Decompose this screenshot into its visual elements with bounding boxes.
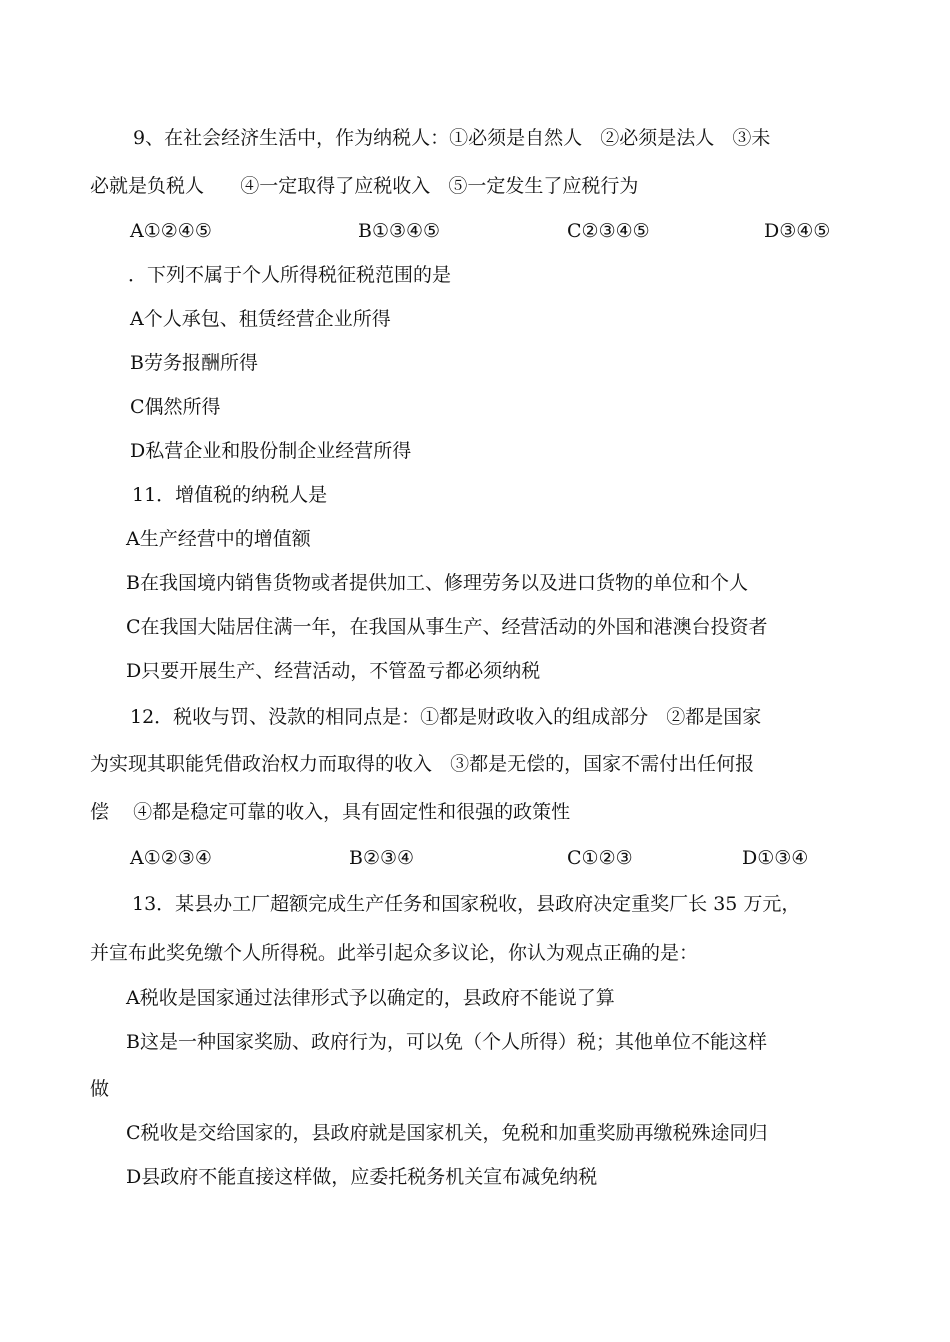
q12-option-d: D①③④ <box>742 847 809 869</box>
q9-option-d: D③④⑤ <box>764 220 831 242</box>
q10-stem: ．下列不属于个人所得税征税范围的是 <box>128 264 452 286</box>
q12-stem-line-3: 偿 ④都是稳定可靠的收入，具有固定性和很强的政策性 <box>90 801 571 823</box>
q12-stem-line-1: 12．税收与罚、没款的相同点是：①都是财政收入的组成部分 ②都是国家 <box>130 706 762 728</box>
q10-option-a: A个人承包、租赁经营企业所得 <box>130 308 391 330</box>
q13-option-d: D县政府不能直接这样做，应委托税务机关宣布减免纳税 <box>126 1166 598 1188</box>
q10-option-c: C偶然所得 <box>130 396 221 418</box>
q11-option-a: A生产经营中的增值额 <box>126 528 311 550</box>
q9-stem-line-2: 必就是负税人 ④一定取得了应税收入 ⑤一定发生了应税行为 <box>90 175 639 197</box>
q9-option-c: C②③④⑤ <box>567 220 650 242</box>
q13-option-b-line-1: B这是一种国家奖励、政府行为，可以免（个人所得）税；其他单位不能这样 <box>126 1031 767 1053</box>
q11-stem: 11．增值税的纳税人是 <box>132 484 328 506</box>
q12-option-a: A①②③④ <box>130 847 212 869</box>
q11-option-b: B在我国境内销售货物或者提供加工、修理劳务以及进口货物的单位和个人 <box>126 572 748 594</box>
q13-stem-line-2: 并宣布此奖免缴个人所得税。此举引起众多议论，你认为观点正确的是： <box>90 942 699 964</box>
q10-option-d: D私营企业和股份制企业经营所得 <box>130 440 412 462</box>
q13-stem-line-1: 13．某县办工厂超额完成生产任务和国家税收，县政府决定重奖厂长 35 万元， <box>132 893 801 915</box>
q10-option-b: B劳务报酬所得 <box>130 352 258 374</box>
q11-option-d: D只要开展生产、经营活动，不管盈亏都必须纳税 <box>126 660 541 682</box>
q9-stem-line-1: 9、在社会经济生活中，作为纳税人：①必须是自然人 ②必须是法人 ③未 <box>133 127 771 149</box>
q12-option-b: B②③④ <box>349 847 415 869</box>
q12-option-c: C①②③ <box>567 847 633 869</box>
q13-option-a: A税收是国家通过法律形式予以确定的，县政府不能说了算 <box>126 987 615 1009</box>
q13-option-c: C税收是交给国家的，县政府就是国家机关，免税和加重奖励再缴税殊途同归 <box>126 1122 768 1144</box>
q9-option-b: B①③④⑤ <box>358 220 441 242</box>
q13-option-b-line-2: 做 <box>90 1078 110 1100</box>
q12-stem-line-2: 为实现其职能凭借政治权力而取得的收入 ③都是无偿的，国家不需付出任何报 <box>90 753 755 775</box>
q11-option-c: C在我国大陆居住满一年，在我国从事生产、经营活动的外国和港澳台投资者 <box>126 616 768 638</box>
q9-option-a: A①②④⑤ <box>130 220 212 242</box>
